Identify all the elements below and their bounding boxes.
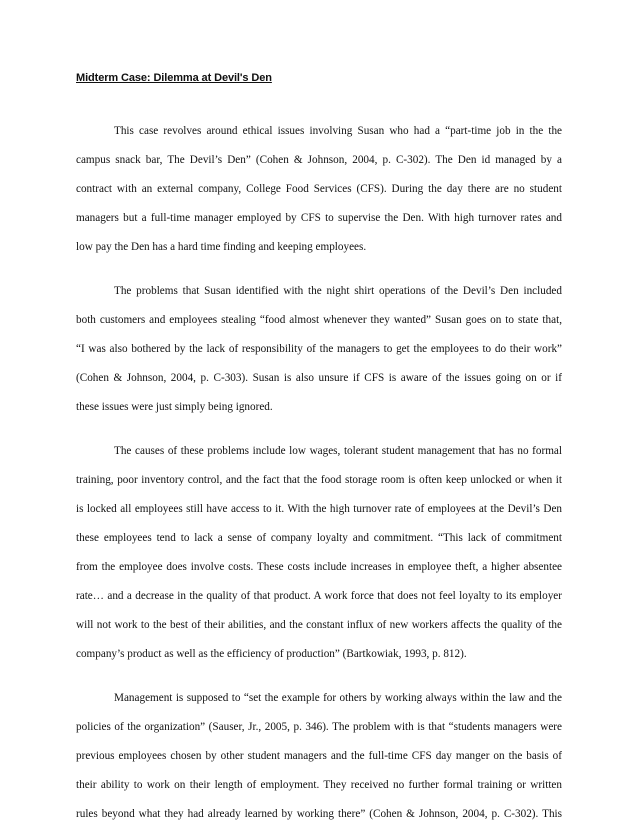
text-line: rules beyond what they had already learned by working there” (Cohen & Johnson, 2004, p. C-302). This xyxy=(76,808,562,820)
text-line: their ability to work on their length of employment. They received no further formal training or written xyxy=(76,779,562,791)
text-line: training, poor inventory control, and the fact that the food storage room is often keep unlocked or when it xyxy=(76,474,562,486)
text-line: The causes of these problems include low wages, tolerant student management that has no formal xyxy=(114,445,562,457)
text-line: company’s product as well as the efficiency of production” (Bartkowiak, 1993, p. 812). xyxy=(76,648,467,660)
text-line: rate… and a decrease in the quality of that product. A work force that does not feel loyalty to its employer xyxy=(76,590,562,602)
text-line: will not work to the best of their abilities, and the constant influx of new workers affects the quality of the xyxy=(76,619,562,631)
title-spacer xyxy=(76,88,562,102)
paragraph-3 xyxy=(76,437,562,669)
text-line: low pay the Den has a hard time finding and keeping employees. xyxy=(76,241,367,253)
text-line: The problems that Susan identified with the night shirt operations of the Devil’s Den included xyxy=(114,285,562,297)
text-line: This case revolves around ethical issues involving Susan who had a “part-time job in the the xyxy=(114,125,562,137)
text-line: contract with an external company, College Food Services (CFS). During the day there are no student xyxy=(76,183,562,195)
text-line: policies of the organization” (Sauser, Jr., 2005, p. 346). The problem with is that “students managers were xyxy=(76,721,562,733)
text-line: these employees tend to lack a sense of company loyalty and commitment. “This lack of commitment xyxy=(76,532,562,544)
text-line: from the employee does involve costs. These costs include increases in employee theft, a higher absentee xyxy=(76,561,562,573)
paragraph-2 xyxy=(76,277,562,422)
text-line: campus snack bar, The Devil’s Den” (Cohen & Johnson, 2004, p. C-302). The Den id managed by a xyxy=(76,154,562,166)
text-line: (Cohen & Johnson, 2004, p. C-303). Susan is also unsure if CFS is aware of the issues going on or if xyxy=(76,372,562,384)
text-line: both customers and employees stealing “food almost whenever they wanted” Susan goes on to state that, xyxy=(76,314,562,326)
text-line: managers but a full-time manager employed by CFS to supervise the Den. With high turnover rates and xyxy=(76,212,562,224)
text-line: “I was also bothered by the lack of responsibility of the managers to get the employees to do their work” xyxy=(76,343,562,355)
text-line: is locked all employees still have access to it. With the high turnover rate of employees at the Devil’s Den xyxy=(76,503,562,515)
paragraph-1 xyxy=(76,117,562,262)
paragraph-4 xyxy=(76,684,562,829)
text-line: previous employees chosen by other student managers and the full-time CFS day manger on the basis of xyxy=(76,750,562,762)
document-title: Midterm Case: Dilemma at Devil's Den xyxy=(76,72,272,84)
text-line: Management is supposed to “set the example for others by working always within the law and the xyxy=(114,692,562,704)
document-page xyxy=(76,68,562,829)
text-line: these issues were just simply being ignored. xyxy=(76,401,273,413)
